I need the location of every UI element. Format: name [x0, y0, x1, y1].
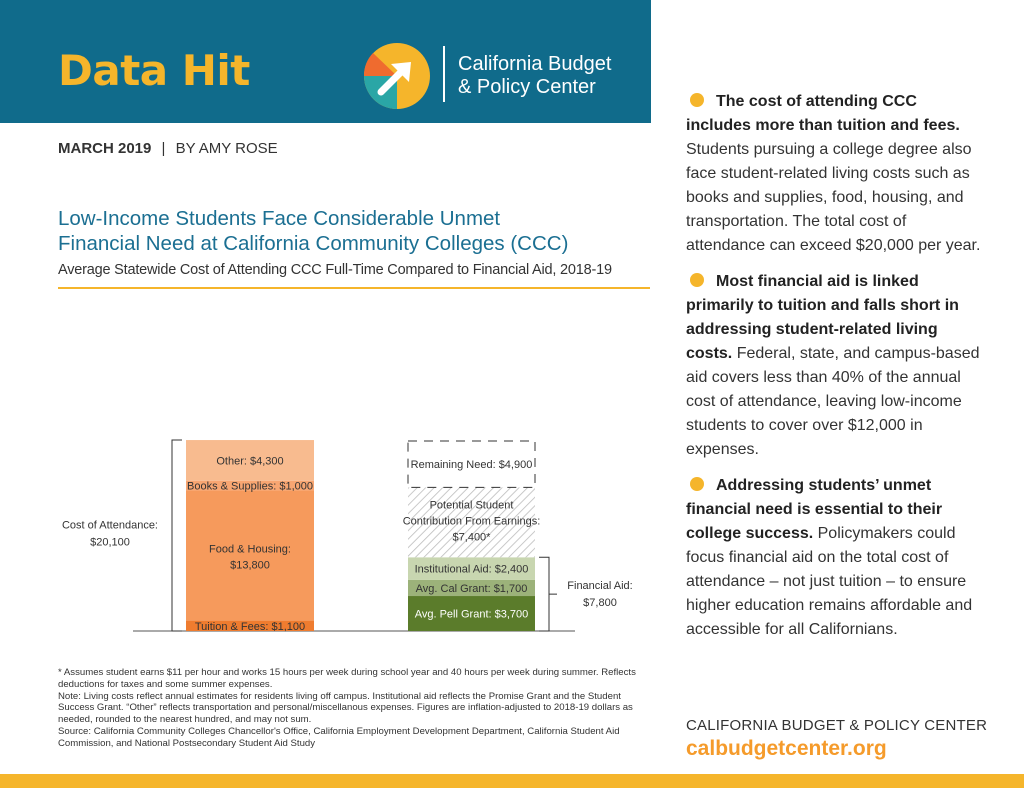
aid-bracket-label-line1: Financial Aid:	[567, 580, 633, 593]
header-banner	[0, 0, 651, 123]
org-name-line1: California Budget	[458, 53, 612, 75]
aid-label-remaining: Remaining Need: $4,900	[410, 459, 533, 472]
note-text: Note: Living costs reflect annual estimates for residents living off campus. Institutional aid reflects the Promise Grant and the Student Success Grant. “Other” reflects transportation and personal/miscellanous expenses. Figures are inflation-adjusted to 2018-19 dollars as needed, rounded to the nearest hundred, and may not sum.	[58, 690, 633, 726]
footer-url-link[interactable]: calbudgetcenter.org	[686, 737, 887, 760]
cost-label-tuition: Tuition & Fees: $1,100	[194, 621, 306, 633]
key-point-1	[686, 90, 986, 258]
aid-bracket	[539, 557, 549, 631]
aid-label-pell: Avg. Pell Grant: $3,700	[414, 608, 529, 621]
byline-author: BY AMY ROSE	[175, 140, 278, 157]
cost-bracket-label-line2: $20,100	[90, 536, 130, 549]
byline-separator: |	[161, 140, 166, 157]
chart-subtitle: Average Statewide Cost of Attending CCC Full-Time Compared to Financial Aid, 2018-19	[58, 262, 612, 278]
cost-label-food-line2: $13,800	[230, 559, 270, 572]
key-point-2	[686, 270, 986, 462]
key-point-body: Policymakers could focus financial aid on the total cost of attendance – not just tuition – to ensure higher education remains affordable and accessible for all Californians.	[686, 525, 973, 638]
aid-label-contribution-line3: $7,400*	[452, 531, 491, 544]
logo-title: Data Hit	[58, 46, 250, 95]
key-point-lead: Most financial aid is linked primarily to tuition and falls short in addressing student-related living costs.	[686, 273, 959, 362]
cost-bracket-label-line1: Cost of Attendance:	[61, 519, 159, 532]
aid-label-contribution-line2: Contribution From Earnings:	[402, 515, 541, 528]
key-point-3	[686, 474, 986, 642]
chart-title-line2: Financial Need at California Community Colleges (CCC)	[58, 232, 569, 255]
key-points	[686, 90, 986, 654]
byline-date: MARCH 2019	[58, 140, 152, 157]
logo-divider	[443, 46, 445, 102]
note-asterisk: * Assumes student earns $11 per hour and works 15 hours per week during school year and 40 hours per week during summer. Reflects deductions for taxes and some summer expenses.	[58, 667, 636, 690]
chart-title	[58, 206, 648, 256]
chart	[55, 425, 655, 640]
aid-bracket-label-line2: $7,800	[583, 597, 617, 610]
bullet-dot-icon	[690, 273, 704, 287]
org-name-line2: & Policy Center	[458, 76, 596, 98]
key-point-body: Students pursuing a college degree also face student-related living costs such as books and supplies, food, housing, and transportation. The total cost of attendance can exceed $20,000 per year.	[686, 141, 981, 254]
cost-label-other: Other: $4,300	[216, 455, 284, 468]
aid-label-contribution-line1: Potential Student	[429, 499, 514, 512]
byline	[58, 140, 278, 157]
chart-title-line1: Low-Income Students Face Considerable Unmet	[58, 207, 501, 230]
key-point-lead: Addressing students’ unmet financial need is essential to their college success.	[686, 477, 943, 542]
org-name	[458, 53, 611, 99]
chart-notes	[58, 667, 648, 750]
footer-org-name: CALIFORNIA BUDGET & POLICY CENTER	[686, 717, 988, 734]
aid-label-institutional: Institutional Aid: $2,400	[414, 563, 529, 576]
title-rule	[58, 287, 650, 289]
aid-label-cal-grant: Avg. Cal Grant: $1,700	[415, 582, 528, 595]
bullet-dot-icon	[690, 93, 704, 107]
key-point-body: Federal, state, and campus-based aid covers less than 40% of the annual cost of attendance, leaving low-income students to cover over $12,000 in expenses.	[686, 345, 980, 458]
chart-layer	[62, 440, 633, 633]
logo-arrow-icon	[363, 42, 431, 110]
cost-label-books: Books & Supplies: $1,000	[187, 480, 313, 493]
cost-bracket	[172, 440, 182, 631]
note-source: Source: California Community Colleges Chancellor's Office, California Employment Development Department, California Student Aid Commission, and National Postsecondary Student Aid Study	[58, 725, 620, 749]
key-point-lead: The cost of attending CCC includes more than tuition and fees.	[686, 93, 960, 134]
bottom-bar	[0, 774, 1024, 788]
bullet-dot-icon	[690, 477, 704, 491]
cost-label-food-line1: Food & Housing:	[209, 543, 291, 556]
